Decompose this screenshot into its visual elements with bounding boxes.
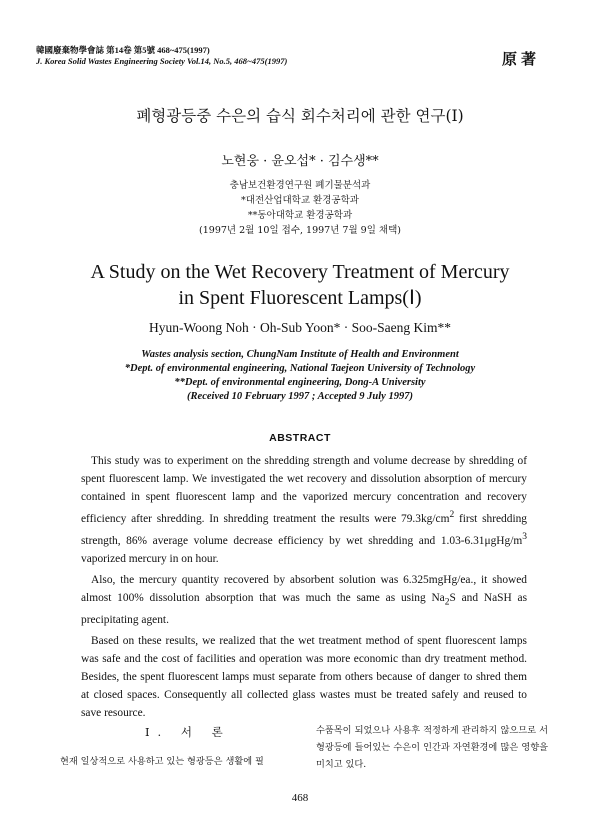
english-affiliation-line: *Dept. of environmental engineering, National Taejeon University of Technology [124,363,476,374]
journal-header [36,45,287,67]
korean-received-date: (1997년 2월 10일 접수, 1997년 7월 9일 채택) [199,225,401,236]
english-affiliations [0,348,600,404]
korean-affiliations [0,178,600,238]
journal-header-korean: 韓國廢棄物學會誌 第14卷 第5號 468~475(1997) [36,45,210,55]
english-affiliation-line: **Dept. of environmental engineering, Dong-A University [174,377,426,388]
korean-authors: 노현웅 · 윤오섭* · 김수생** [221,154,379,169]
introduction-heading: Ⅰ. 서 론 [145,725,231,739]
abstract-paragraph: Based on these results, we realized that the wet treatment method of spent fluorescent lamps was safe and the cost of facilities and operation was more economic than dry treatment method. Besides, the spent fluorescent lamps must separate from others because of danger to shred them at closed spaces. Consequently all collected glass wastes must be treated safely and reused to save resource. [81,634,527,719]
english-affiliation-line: Wastes analysis section, ChungNam Institute of Health and Environment [141,349,459,360]
abstract-body [81,452,527,725]
korean-affiliation-line: *대전산업대학교 환경공학과 [241,195,359,206]
journal-header-english: J. Korea Solid Wastes Engineering Society Vol.14, No.5, 468~475(1997) [36,56,288,66]
abstract-paragraph: Also, the mercury quantity recovered by absorbent solution was 6.325mgHg/ea., it showed almost 100% dissolution absorption that was much the same as using $Na_2S$ and NaSH as precipitating agent. [81,573,527,626]
abstract-heading: ABSTRACT [269,432,331,444]
korean-title: 폐형광등중 수은의 습식 회수처리에 관한 연구(Ⅰ) [136,107,464,125]
page-number: 468 [291,792,309,804]
body-text-left-column: 현재 일상적으로 사용하고 있는 형광등은 생활에 필 [60,756,264,767]
korean-affiliation-line: 충남보건환경연구원 폐기물분석과 [229,180,371,191]
korean-affiliation-line: **동아대학교 환경공학과 [247,210,353,221]
english-received-date: (Received 10 February 1997 ; Accepted 9 July 1997) [187,391,413,402]
abstract-paragraph: This study was to experiment on the shredding strength and volume decrease by shredding of spent fluorescent lamp. We investigated the wet recovery and dissolution absorption of mercury contained in spent fluorescent lamp and the vaporized mercury concentration and recovery efficiency after shredding. In shredding treatment the results were $79.3kg/cm^2$ first shredding strength, 86% average volume decrease efficiency by wet shredding and $1.03-6.31\mu gHg/m^3$ vaporized mercury in on hour. [81,455,528,565]
body-text-right-column: 수품목이 되었으나 사용후 적정하게 관리하지 않으므로 서 형광등에 들어있는 수은이 인간과 자연환경에 많은 영향을 미치고 있다. [316,725,548,770]
article-type-tag: 原著 [501,50,540,68]
english-authors: Hyun-Woong Noh · Oh-Sub Yoon* · Soo-Saeng Kim** [149,320,451,335]
english-title [0,259,600,311]
english-title-line: in Spent Fluorescent Lamps(Ⅰ) [178,287,422,309]
english-title-line: A Study on the Wet Recovery Treatment of Mercury [90,261,510,283]
